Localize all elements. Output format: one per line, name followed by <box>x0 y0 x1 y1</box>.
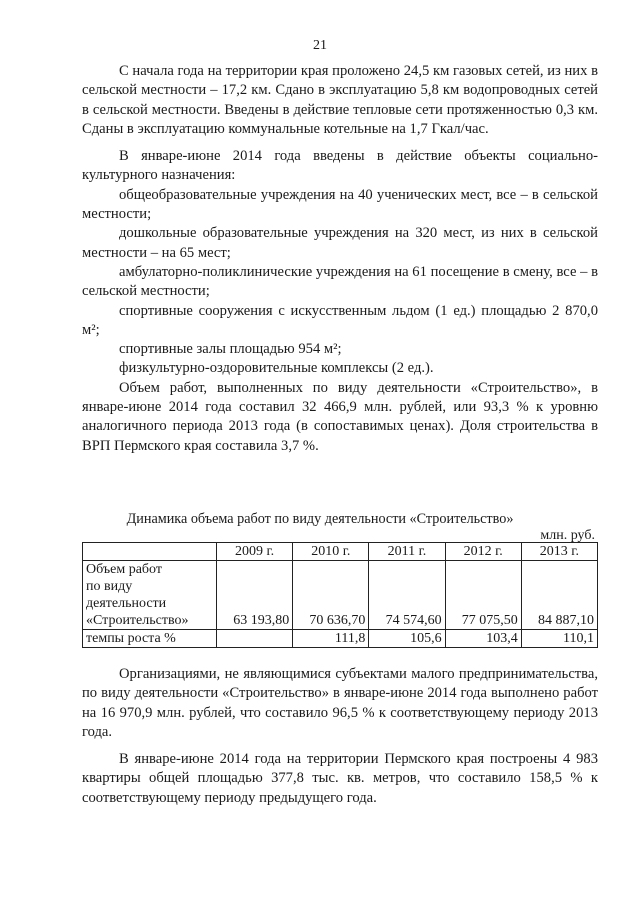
header-year: 2012 г. <box>445 543 521 561</box>
page-number: 21 <box>313 38 327 53</box>
header-year: 2011 г. <box>369 543 445 561</box>
list-item-preschools: дошкольные образовательные учреждения на 320 мест, из них в сельской местности – на 65 мест; <box>82 225 598 261</box>
table-cell: 111,8 <box>293 630 369 648</box>
construction-dynamics-table <box>82 542 598 648</box>
table-cell <box>217 630 293 648</box>
paragraph-social-objects: В январе-июне 2014 года введены в действие объекты социально-культурного назначения: <box>82 148 598 184</box>
list-item-schools: общеобразовательные учреждения на 40 ученических мест, все – в сельской местности; <box>82 186 598 223</box>
paragraph-networks: С начала года на территории края проложено 24,5 км газовых сетей, из них в сельской местности – 17,2 км. Сдано в эксплуатацию 5,8 км водопроводных сетей в сельской местности. Введены в действие тепловые сети протяженностью 0,3 км. Сданы в эксплуатацию коммунальные котельные на 1,7 Гкал/час. <box>82 63 598 137</box>
table-cell: 84 887,10 <box>521 561 597 630</box>
list-item-sport-halls: спортивные залы площадью 954 м²; <box>119 341 342 358</box>
table-unit: млн. руб. <box>540 528 595 543</box>
list-item-fitness-complexes: физкультурно-оздоровительные комплексы (2 ед.). <box>119 360 434 377</box>
table-cell: 105,6 <box>369 630 445 648</box>
table-cell: 103,4 <box>445 630 521 648</box>
table-cell: 74 574,60 <box>369 561 445 630</box>
header-year: 2010 г. <box>293 543 369 561</box>
row-label-line: Объем работ <box>86 562 162 577</box>
row-label-line: деятельности <box>86 596 167 611</box>
table-header-row <box>83 543 598 561</box>
paragraph-housing: В январе-июне 2014 года на территории Пермского края построены 4 983 квартиры общей площадью 377,8 тыс. кв. метров, что составило 158,5 % к соответствующему периоду предыдущего года. <box>82 751 598 806</box>
list-item-clinics: амбулаторно-поликлинические учреждения на 61 посещение в смену, все – в сельской местности; <box>82 263 598 300</box>
row-label-growth: темпы роста % <box>83 630 217 648</box>
table-row-volume <box>83 561 598 630</box>
body-text-after-table <box>82 665 598 808</box>
row-label-line: по виду <box>86 579 133 594</box>
table-cell: 77 075,50 <box>445 561 521 630</box>
header-year: 2013 г. <box>521 543 597 561</box>
row-label-volume <box>83 561 217 630</box>
header-year: 2009 г. <box>217 543 293 561</box>
paragraph-non-small-business: Организациями, не являющимися субъектами малого предпринимательства, по виду деятельности «Строительство» в январе-июне 2014 года выполнено работ на 16 970,9 млн. рублей, что составило 96,5 % к соответствующему периоду 2013 года. <box>82 666 598 740</box>
row-label-line: «Строительство» <box>86 613 189 628</box>
body-text <box>82 62 598 456</box>
list-item-ice-facilities: спортивные сооружения с искусственным льдом (1 ед.) площадью 2 870,0 м²; <box>82 302 598 338</box>
paragraph-construction-volume: Объем работ, выполненных по виду деятельности «Строительство», в январе-июне 2014 года составил 32 466,9 млн. рублей, или 93,3 % к уровню аналогичного периода 2013 года (в сопоставимых ценах). Доля строительства в ВРП Пермского края составила 3,7 %. <box>82 379 598 454</box>
table-row-growth <box>83 630 598 648</box>
table-cell: 70 636,70 <box>293 561 369 630</box>
table-cell: 110,1 <box>521 630 597 648</box>
header-empty-cell <box>83 543 217 561</box>
table-title: Динамика объема работ по виду деятельности «Строительство» <box>126 511 514 527</box>
table-cell: 63 193,80 <box>217 561 293 630</box>
